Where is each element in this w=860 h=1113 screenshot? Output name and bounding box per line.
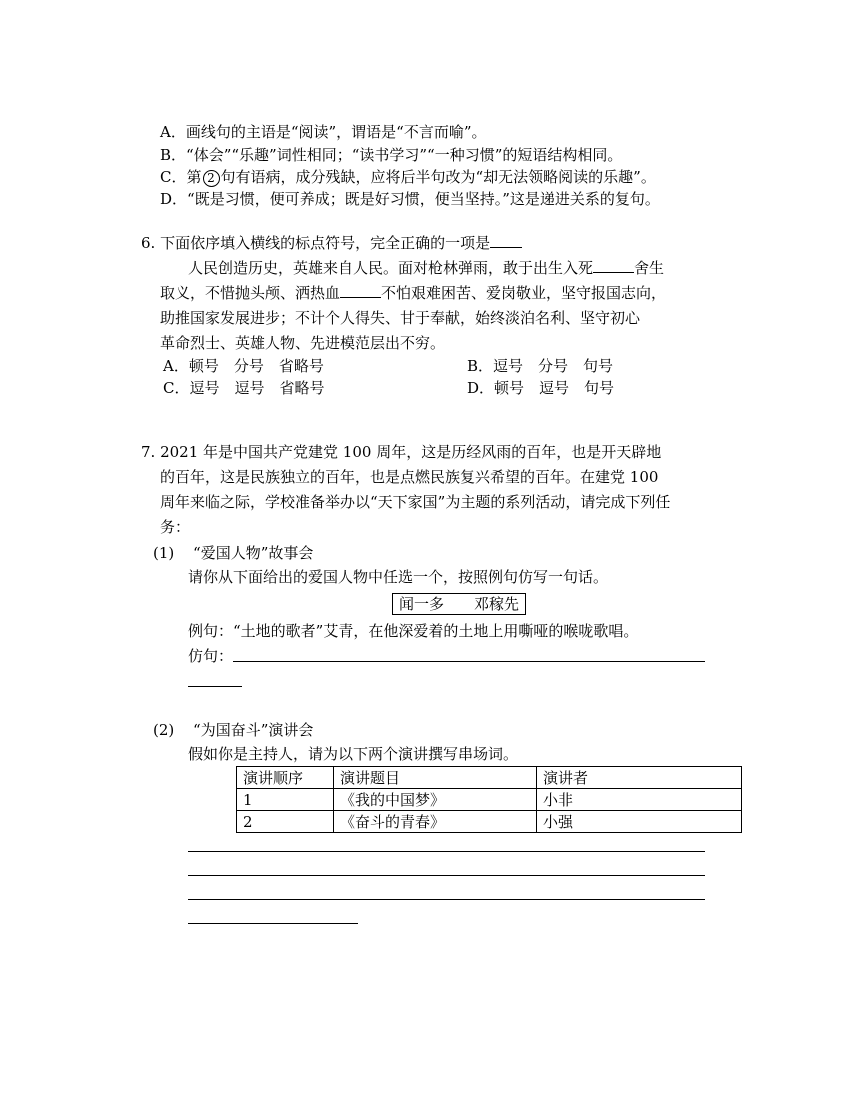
answer-line-3[interactable] <box>188 899 705 900</box>
passage-text: 取义，不惜抛头颅、洒热血 <box>160 284 341 302</box>
q6-passage-line-2 <box>160 283 666 303</box>
part1-heading <box>153 543 313 563</box>
q5-option-b <box>160 145 622 165</box>
header-title: 演讲题目 <box>334 767 537 789</box>
q6-option-a <box>163 356 324 376</box>
intro-text: 的百年，这是民族独立的百年，也是点燃民族复兴希望的百年。在建党 100 <box>160 468 659 486</box>
fill-blank-2[interactable] <box>340 283 381 298</box>
answer-line-2[interactable] <box>188 875 705 876</box>
header-order: 演讲顺序 <box>237 767 334 789</box>
answer-line-1[interactable] <box>188 851 705 852</box>
q6-passage-line-3 <box>160 308 640 328</box>
option-text: 逗号 分号 句号 <box>493 357 614 375</box>
option-text: 逗号 逗号 省略号 <box>189 379 325 397</box>
option-label: A． <box>163 357 189 375</box>
option-label: B． <box>160 146 187 164</box>
q7-intro-line-2 <box>160 467 658 487</box>
passage-text: 舍生 <box>634 259 665 277</box>
option-label: D． <box>467 379 495 397</box>
q5-option-a <box>160 122 487 142</box>
cell-speaker: 小强 <box>537 811 742 833</box>
option-text: 顿号 逗号 句号 <box>494 379 615 397</box>
passage-text: 不怕艰难困苦、爱岗敬业，坚守报国志向， <box>381 284 667 302</box>
option-label: A． <box>160 123 186 141</box>
patriot-names-box <box>392 593 526 615</box>
question-number: 6. <box>141 234 156 252</box>
patriot-names: 闻一多 邓稼先 <box>399 595 520 613</box>
option-text-before: 第 <box>186 168 202 186</box>
circled-number: 2 <box>203 170 220 187</box>
cell-title: 《我的中国梦》 <box>334 789 537 811</box>
option-label: C． <box>163 379 190 397</box>
part-number: (2) <box>153 721 175 739</box>
q6-option-c <box>163 378 325 398</box>
intro-text: 务： <box>160 518 191 536</box>
answer-line-4[interactable] <box>188 923 358 924</box>
q7-intro-line-3 <box>160 492 670 512</box>
q6-passage-line-1 <box>188 258 664 278</box>
option-label: B． <box>467 357 494 375</box>
answer-blank[interactable] <box>490 233 522 248</box>
cell-order: 2 <box>237 811 334 833</box>
part-number: (1) <box>153 544 175 562</box>
q7-intro-line-4 <box>160 517 190 537</box>
imitate-answer-line[interactable] <box>233 661 705 662</box>
intro-text: 2021 年是中国共产党建党 100 周年，这是历经风雨的百年，也是开天辟地 <box>160 443 662 461</box>
option-text: “体会”“乐趣”词性相同；“读书学习”“一种习惯”的短语结构相同。 <box>186 146 623 164</box>
part-title: “为国奋斗”演讲会 <box>193 721 314 739</box>
q6-option-b <box>467 356 613 376</box>
question-stem: 下面依序填入横线的标点符号，完全正确的一项是 <box>160 234 491 252</box>
fill-blank-1[interactable] <box>593 258 634 273</box>
table-header-row <box>237 767 742 789</box>
cell-speaker: 小非 <box>537 789 742 811</box>
option-text: 顿号 分号 省略号 <box>188 357 324 375</box>
option-label: D． <box>160 190 188 208</box>
example-text: 例句：“土地的歌者”艾青，在他深爱着的土地上用嘶哑的喉咙歌唱。 <box>188 622 639 640</box>
option-label: C． <box>160 168 187 186</box>
question-number: 7. <box>141 443 156 461</box>
q7-intro-line-1 <box>141 442 661 462</box>
option-text: “既是习惯，便可养成；既是好习惯，便当坚持。”这是递进关系的复句。 <box>187 190 660 208</box>
cell-title: 《奋斗的青春》 <box>334 811 537 833</box>
part1-instruction <box>188 567 608 587</box>
intro-text: 周年来临之际，学校准备举办以“天下家国”为主题的系列活动，请完成下列任 <box>160 493 671 511</box>
q6-stem <box>141 233 522 253</box>
passage-text: 革命烈士、英雄人物、先进模范层出不穷。 <box>160 334 446 352</box>
q6-option-d <box>467 378 614 398</box>
passage-text: 助推国家发展进步；不计个人得失、甘于奉献，始终淡泊名利、坚守初心 <box>160 309 641 327</box>
instruction-text: 假如你是主持人，请为以下两个演讲撰写串场词。 <box>188 745 519 763</box>
header-speaker: 演讲者 <box>537 767 742 789</box>
table-row <box>237 789 742 811</box>
table-row <box>237 811 742 833</box>
option-text-after: 句有语病，成分残缺，应将后半句改为“却无法领略阅读的乐趣”。 <box>220 168 656 186</box>
part-title: “爱国人物”故事会 <box>193 544 314 562</box>
passage-text: 人民创造历史，英雄来自人民。面对枪林弹雨，敢于出生入死 <box>188 259 594 277</box>
speech-schedule-table <box>236 766 742 833</box>
imitate-label-text: 仿句： <box>188 647 234 665</box>
instruction-text: 请你从下面给出的爱国人物中任选一个，按照例句仿写一句话。 <box>188 568 609 586</box>
imitate-label <box>188 646 233 666</box>
q6-passage-line-4 <box>160 333 445 353</box>
option-text: 画线句的主语是“阅读”，谓语是“不言而喻”。 <box>185 123 487 141</box>
part2-instruction <box>188 744 518 764</box>
part2-heading <box>153 720 313 740</box>
imitate-answer-line-continued[interactable] <box>188 686 242 687</box>
example-sentence <box>188 621 638 641</box>
cell-order: 1 <box>237 789 334 811</box>
q5-option-c <box>160 167 656 187</box>
q5-option-d <box>160 189 660 209</box>
